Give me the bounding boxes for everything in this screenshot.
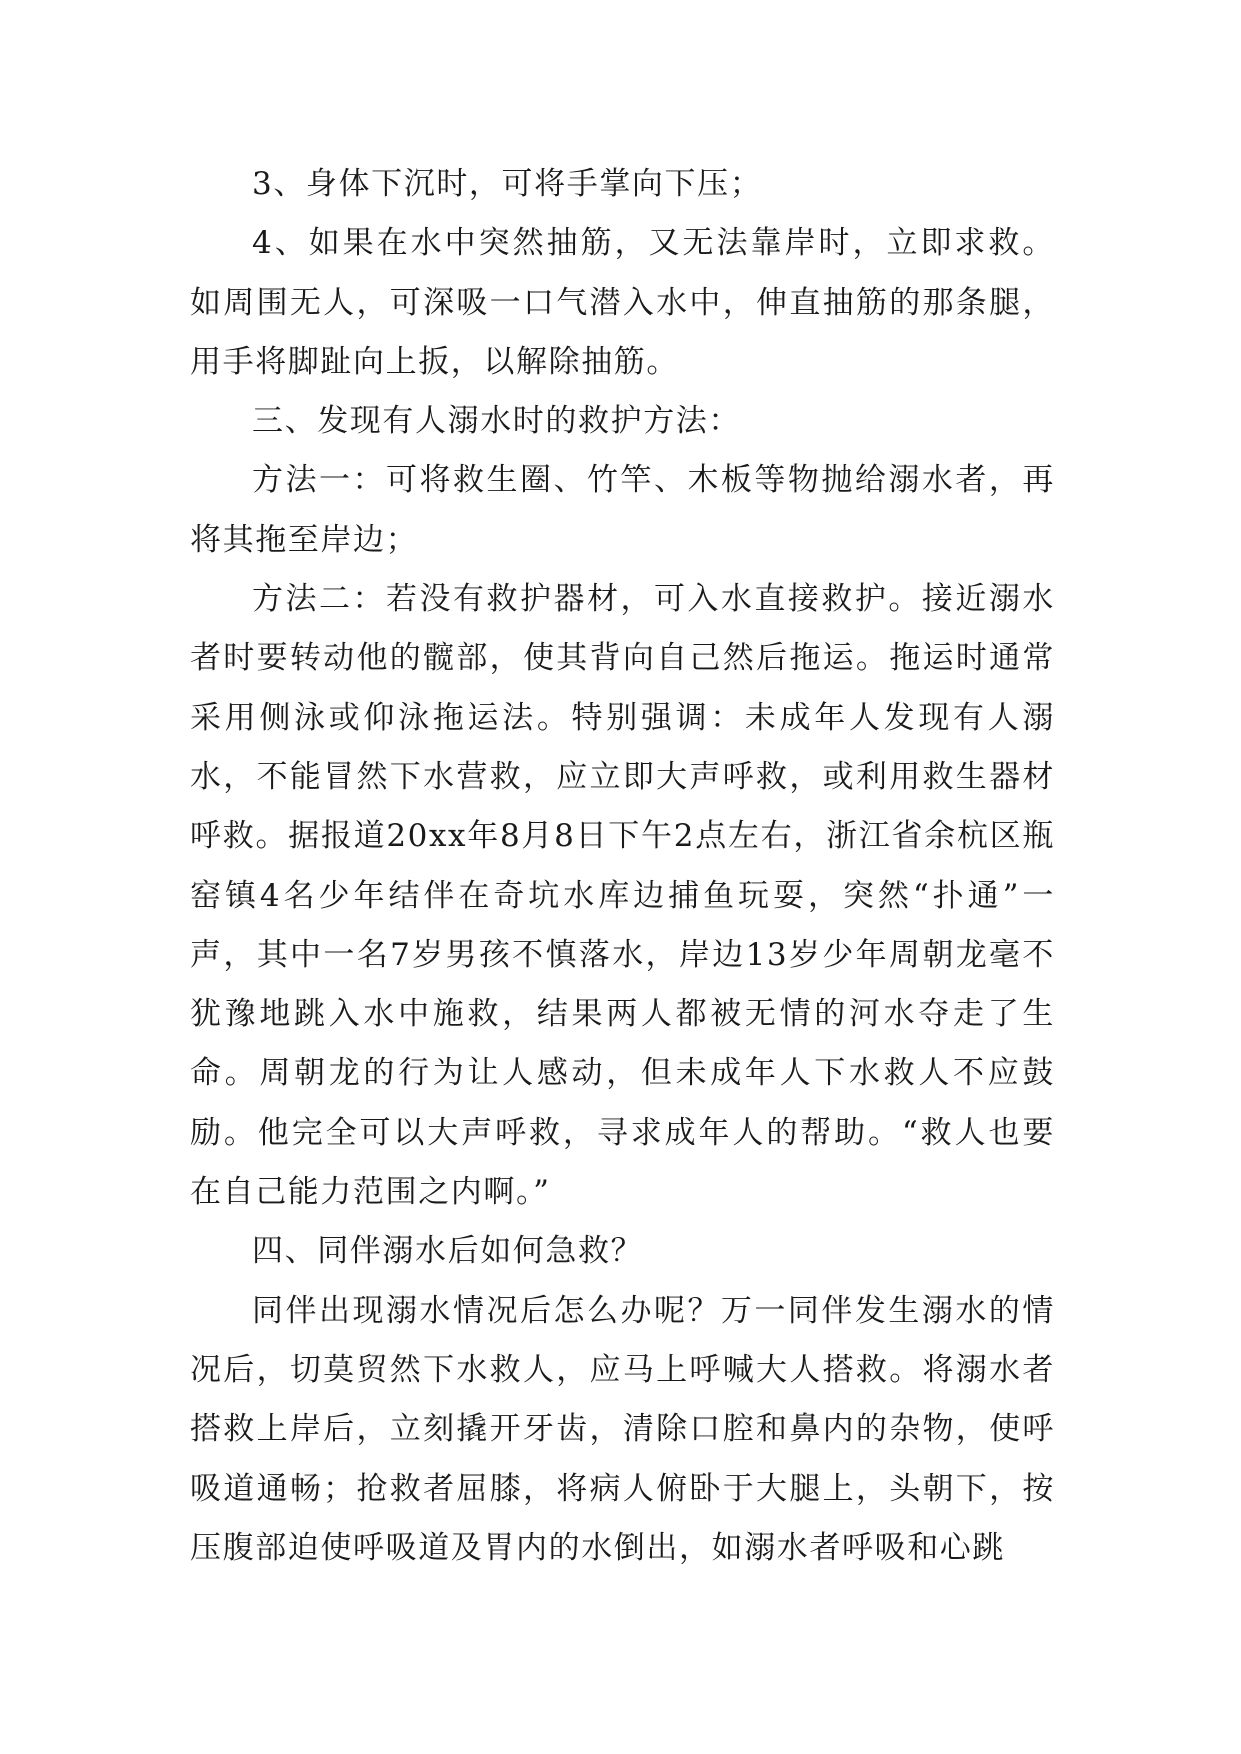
paragraph-method-one: 方法一：可将救生圈、竹竿、木板等物抛给溺水者，再将其拖至岸边； bbox=[190, 462, 1055, 558]
document-body bbox=[190, 155, 1055, 1578]
section-heading-first-aid: 四、同伴溺水后如何急救？ bbox=[252, 1233, 644, 1270]
paragraph-method-two: 方法二：若没有救护器材，可入水直接救护。接近溺水者时要转动他的髋部，使其背向自己然后拖运。拖运时通常采用侧泳或仰泳拖运法。特别强调：未成年人发现有人溺水，不能冒然下水营救，应立即大声呼救，或利用救生器材呼救。据报道20xx年8月8日下午2点左右，浙江省余杭区瓶窑镇4名少年结伴在奇坑水库边捕鱼玩耍，突然“扑通”一声，其中一名7岁男孩不慎落水，岸边13岁少年周朝龙毫不犹豫地跳入水中施救，结果两人都被无情的河水夺走了生命。周朝龙的行为让人感动，但未成年人下水救人不应鼓励。他完全可以大声呼救，寻求成年人的帮助。“救人也要在自己能力范围之内啊。” bbox=[190, 581, 1055, 1211]
paragraph-cramp-tip: 4、如果在水中突然抽筋，又无法靠岸时，立即求救。如周围无人，可深吸一口气潜入水中，伸直抽筋的那条腿，用手将脚趾向上扳，以解除抽筋。 bbox=[190, 225, 1055, 380]
paragraph-sinking-tip: 3、身体下沉时，可将手掌向下压； bbox=[252, 166, 763, 202]
paragraph-first-aid: 同伴出现溺水情况后怎么办呢？万一同伴发生溺水的情况后，切莫贸然下水救人，应马上呼喊大人搭救。将溺水者搭救上岸后，立刻撬开牙齿，清除口腔和鼻内的杂物，使呼吸道通畅；抢救者屈膝，将病人俯卧于大腿上，头朝下，按压腹部迫使呼吸道及胃内的水倒出，如溺水者呼吸和心跳 bbox=[190, 1292, 1055, 1566]
section-heading-rescue-methods: 三、发现有人溺水时的救护方法： bbox=[252, 403, 741, 440]
